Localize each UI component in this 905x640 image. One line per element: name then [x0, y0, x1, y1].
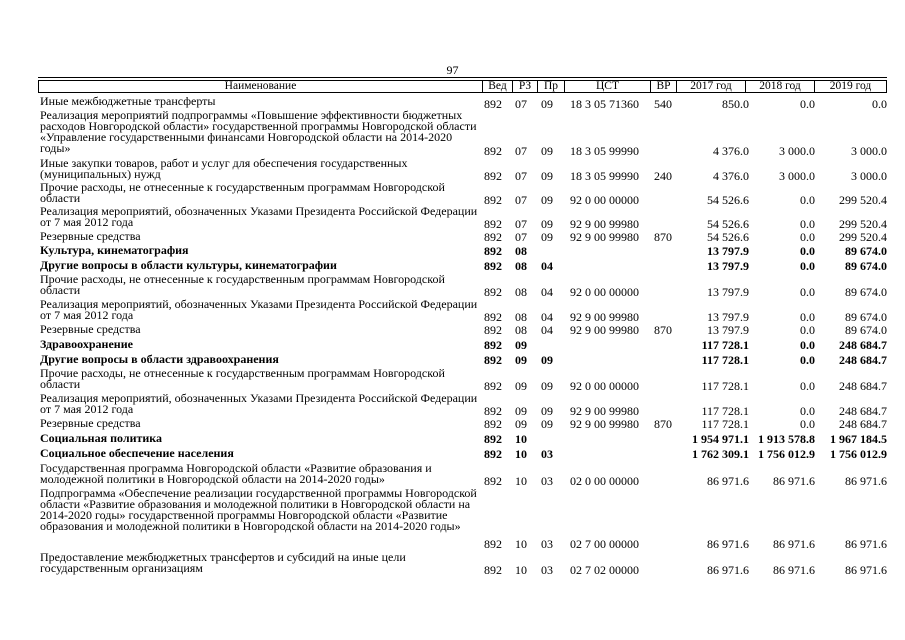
row-year-2017: 4 376.0	[713, 169, 749, 183]
row-year-2017: 86 971.6	[707, 474, 749, 488]
row-year-2017: 13 797.9	[707, 285, 749, 299]
row-year-2019: 1 967 184.5	[830, 432, 887, 446]
table-row	[0, 448, 905, 460]
table-row	[0, 488, 905, 550]
row-year-2019: 299 520.4	[839, 193, 887, 207]
row-ved: 892	[484, 379, 502, 393]
row-year-2018: 3 000.0	[779, 144, 815, 158]
row-year-2018: 0.0	[800, 404, 815, 418]
row-year-2019: 86 971.6	[845, 474, 887, 488]
row-ved: 892	[484, 353, 502, 367]
row-vr: 870	[654, 323, 672, 337]
row-year-2018: 0.0	[800, 338, 815, 352]
row-year-2018: 0.0	[800, 379, 815, 393]
row-vr: 870	[654, 417, 672, 431]
row-cst: 92 9 00 99980	[570, 417, 639, 431]
table-row	[0, 299, 905, 323]
row-year-2018: 1 756 012.9	[758, 447, 815, 461]
row-pr: 09	[541, 193, 553, 207]
row-year-2018: 86 971.6	[773, 563, 815, 577]
row-cst: 02 7 02 00000	[570, 563, 639, 577]
row-year-2019: 0.0	[872, 97, 887, 111]
row-year-2018: 0.0	[800, 97, 815, 111]
row-ved: 892	[484, 563, 502, 577]
row-name: Резервные средства	[40, 229, 141, 243]
row-name: Резервные средства	[40, 322, 141, 336]
table-row	[0, 206, 905, 230]
row-year-2018: 0.0	[800, 323, 815, 337]
row-pr: 03	[541, 537, 553, 551]
row-pr: 04	[541, 259, 553, 273]
row-year-2018: 0.0	[800, 217, 815, 231]
row-year-2017: 54 526.6	[707, 217, 749, 231]
row-ved: 892	[484, 285, 502, 299]
row-year-2017: 4 376.0	[713, 144, 749, 158]
row-rz: 10	[515, 432, 527, 446]
row-ved: 892	[484, 97, 502, 111]
header-cst: ЦСТ	[564, 80, 651, 93]
table-row	[0, 245, 905, 257]
row-cst: 18 3 05 99990	[570, 144, 639, 158]
header-2017: 2017 год	[676, 80, 746, 93]
table-row	[0, 552, 905, 576]
row-rz: 07	[515, 230, 527, 244]
row-year-2019: 89 674.0	[845, 285, 887, 299]
row-cst: 92 9 00 99980	[570, 323, 639, 337]
row-year-2018: 86 971.6	[773, 537, 815, 551]
row-ved: 892	[484, 447, 502, 461]
row-rz: 09	[515, 417, 527, 431]
row-rz: 08	[515, 244, 527, 258]
table-row	[0, 339, 905, 351]
row-pr: 09	[541, 230, 553, 244]
row-year-2017: 1 954 971.1	[692, 432, 749, 446]
header-rz: РЗ	[512, 80, 538, 93]
row-year-2019: 299 520.4	[839, 230, 887, 244]
row-cst: 18 3 05 71360	[570, 97, 639, 111]
row-rz: 10	[515, 447, 527, 461]
header-ved: Вед	[482, 80, 513, 93]
row-year-2019: 89 674.0	[845, 323, 887, 337]
row-name: Другие вопросы в области культуры, кинематографии	[40, 258, 337, 272]
row-name: Прочие расходы, не отнесенные к государственным программам Новгородской области	[40, 366, 445, 391]
row-rz: 09	[515, 404, 527, 418]
row-year-2019: 299 520.4	[839, 217, 887, 231]
table-row	[0, 433, 905, 445]
row-name: Реализация мероприятий, обозначенных Указами Президента Российской Федерации от 7 мая 2012 года	[40, 297, 478, 322]
row-pr: 03	[541, 447, 553, 461]
row-year-2018: 86 971.6	[773, 474, 815, 488]
row-rz: 10	[515, 537, 527, 551]
row-pr: 09	[541, 379, 553, 393]
row-cst: 92 0 00 00000	[570, 379, 639, 393]
row-pr: 09	[541, 217, 553, 231]
table-row	[0, 110, 905, 157]
row-year-2019: 3 000.0	[851, 169, 887, 183]
row-vr: 540	[654, 97, 672, 111]
row-ved: 892	[484, 417, 502, 431]
row-name: Иные закупки товаров, работ и услуг для обеспечения государственных (муниципальных) нужд	[40, 156, 408, 181]
row-year-2018: 0.0	[800, 244, 815, 258]
row-name: Подпрограмма «Обеспечение реализации государственной программы Новгородской области «Развитие образования и молодежной политики в Новгородской области на 2014-2020 годы» государственной программы Новгородской области «Развитие образования и молодежной политики в Новгородской области на 2014-2020 годы»	[40, 486, 477, 533]
page-number: 97	[446, 63, 459, 77]
table-row	[0, 231, 905, 243]
table-row	[0, 324, 905, 336]
row-pr: 09	[541, 169, 553, 183]
row-year-2019: 89 674.0	[845, 310, 887, 324]
header-vr: ВР	[650, 80, 677, 93]
row-ved: 892	[484, 169, 502, 183]
table-row	[0, 182, 905, 206]
row-rz: 10	[515, 474, 527, 488]
row-year-2017: 13 797.9	[707, 244, 749, 258]
row-year-2019: 248 684.7	[839, 379, 887, 393]
row-rz: 09	[515, 353, 527, 367]
row-cst: 92 9 00 99980	[570, 230, 639, 244]
row-year-2017: 117 728.1	[701, 404, 749, 418]
row-pr: 09	[541, 97, 553, 111]
row-rz: 08	[515, 323, 527, 337]
row-ved: 892	[484, 338, 502, 352]
row-year-2017: 117 728.1	[701, 379, 749, 393]
row-year-2018: 0.0	[800, 193, 815, 207]
row-ved: 892	[484, 474, 502, 488]
row-year-2018: 0.0	[800, 230, 815, 244]
row-cst: 92 9 00 99980	[570, 404, 639, 418]
row-pr: 09	[541, 417, 553, 431]
row-rz: 08	[515, 285, 527, 299]
row-year-2017: 13 797.9	[707, 310, 749, 324]
row-year-2017: 1 762 309.1	[692, 447, 749, 461]
row-year-2019: 1 756 012.9	[830, 447, 887, 461]
row-rz: 07	[515, 169, 527, 183]
table-row	[0, 158, 905, 182]
row-cst: 18 3 05 99990	[570, 169, 639, 183]
table-row	[0, 463, 905, 487]
row-name: Социальная политика	[40, 431, 163, 445]
table-row	[0, 274, 905, 298]
row-pr: 09	[541, 404, 553, 418]
row-rz: 08	[515, 259, 527, 273]
header-top-rule	[38, 77, 887, 78]
row-year-2017: 54 526.6	[707, 193, 749, 207]
header-pr: Пр	[537, 80, 565, 93]
row-vr: 240	[654, 169, 672, 183]
row-year-2018: 3 000.0	[779, 169, 815, 183]
header-2018: 2018 год	[745, 80, 815, 93]
row-name: Социальное обеспечение населения	[40, 446, 234, 460]
row-pr: 04	[541, 323, 553, 337]
row-pr: 04	[541, 285, 553, 299]
row-year-2019: 3 000.0	[851, 144, 887, 158]
row-year-2018: 0.0	[800, 285, 815, 299]
row-pr: 09	[541, 144, 553, 158]
row-name: Реализация мероприятий подпрограммы «Повышение эффективности бюджетных расходов Новгородской области» государственной программы Новгородской области «Управление государственными финансами Новгородской области на 2014-2020 годы»	[40, 108, 477, 155]
row-year-2019: 248 684.7	[839, 404, 887, 418]
row-name: Другие вопросы в области здравоохранения	[40, 352, 279, 366]
row-ved: 892	[484, 217, 502, 231]
row-pr: 03	[541, 563, 553, 577]
row-year-2019: 86 971.6	[845, 563, 887, 577]
row-year-2018: 1 913 578.8	[758, 432, 815, 446]
row-name: Иные межбюджетные трансферты	[40, 94, 216, 108]
row-pr: 09	[541, 353, 553, 367]
row-ved: 892	[484, 537, 502, 551]
row-name: Прочие расходы, не отнесенные к государственным программам Новгородской области	[40, 180, 445, 205]
row-rz: 07	[515, 217, 527, 231]
row-name: Предоставление межбюджетных трансфертов и субсидий на иные цели государственным организациям	[40, 550, 406, 575]
row-year-2017: 117 728.1	[701, 353, 749, 367]
table-row	[0, 393, 905, 417]
row-pr: 04	[541, 310, 553, 324]
row-rz: 09	[515, 379, 527, 393]
row-cst: 02 7 00 00000	[570, 537, 639, 551]
row-year-2018: 0.0	[800, 310, 815, 324]
row-name: Прочие расходы, не отнесенные к государственным программам Новгородской области	[40, 272, 445, 297]
row-rz: 10	[515, 563, 527, 577]
row-name: Реализация мероприятий, обозначенных Указами Президента Российской Федерации от 7 мая 2012 года	[40, 391, 478, 416]
row-ved: 892	[484, 404, 502, 418]
row-rz: 09	[515, 338, 527, 352]
row-cst: 92 0 00 00000	[570, 193, 639, 207]
row-ved: 892	[484, 244, 502, 258]
row-ved: 892	[484, 259, 502, 273]
row-year-2019: 89 674.0	[845, 244, 887, 258]
row-cst: 92 0 00 00000	[570, 285, 639, 299]
row-cst: 02 0 00 00000	[570, 474, 639, 488]
row-year-2017: 850.0	[722, 97, 749, 111]
row-year-2017: 54 526.6	[707, 230, 749, 244]
row-year-2017: 13 797.9	[707, 323, 749, 337]
row-rz: 07	[515, 144, 527, 158]
row-ved: 892	[484, 193, 502, 207]
row-cst: 92 9 00 99980	[570, 310, 639, 324]
row-rz: 07	[515, 193, 527, 207]
row-year-2017: 13 797.9	[707, 259, 749, 273]
row-ved: 892	[484, 230, 502, 244]
row-rz: 08	[515, 310, 527, 324]
row-year-2019: 248 684.7	[839, 338, 887, 352]
row-year-2017: 117 728.1	[701, 417, 749, 431]
row-year-2018: 0.0	[800, 259, 815, 273]
row-ved: 892	[484, 310, 502, 324]
row-year-2017: 117 728.1	[701, 338, 749, 352]
row-vr: 870	[654, 230, 672, 244]
row-year-2019: 248 684.7	[839, 417, 887, 431]
row-year-2017: 86 971.6	[707, 563, 749, 577]
table-row	[0, 260, 905, 272]
header-2019: 2019 год	[814, 80, 887, 93]
row-name: Культура, кинематография	[40, 243, 189, 257]
row-pr: 03	[541, 474, 553, 488]
row-name: Государственная программа Новгородской области «Развитие образования и молодежной политики в Новгородской области на 2014-2020 годы»	[40, 461, 432, 486]
row-year-2017: 86 971.6	[707, 537, 749, 551]
table-row	[0, 418, 905, 430]
header-name: Наименование	[38, 80, 483, 93]
row-year-2018: 0.0	[800, 353, 815, 367]
row-rz: 07	[515, 97, 527, 111]
row-name: Здравоохранение	[40, 337, 133, 351]
row-ved: 892	[484, 144, 502, 158]
row-year-2019: 86 971.6	[845, 537, 887, 551]
row-name: Резервные средства	[40, 416, 141, 430]
row-ved: 892	[484, 323, 502, 337]
table-row	[0, 354, 905, 366]
row-year-2018: 0.0	[800, 417, 815, 431]
row-year-2019: 248 684.7	[839, 353, 887, 367]
row-name: Реализация мероприятий, обозначенных Указами Президента Российской Федерации от 7 мая 2012 года	[40, 204, 478, 229]
row-cst: 92 9 00 99980	[570, 217, 639, 231]
table-row	[0, 368, 905, 392]
row-year-2019: 89 674.0	[845, 259, 887, 273]
row-ved: 892	[484, 432, 502, 446]
